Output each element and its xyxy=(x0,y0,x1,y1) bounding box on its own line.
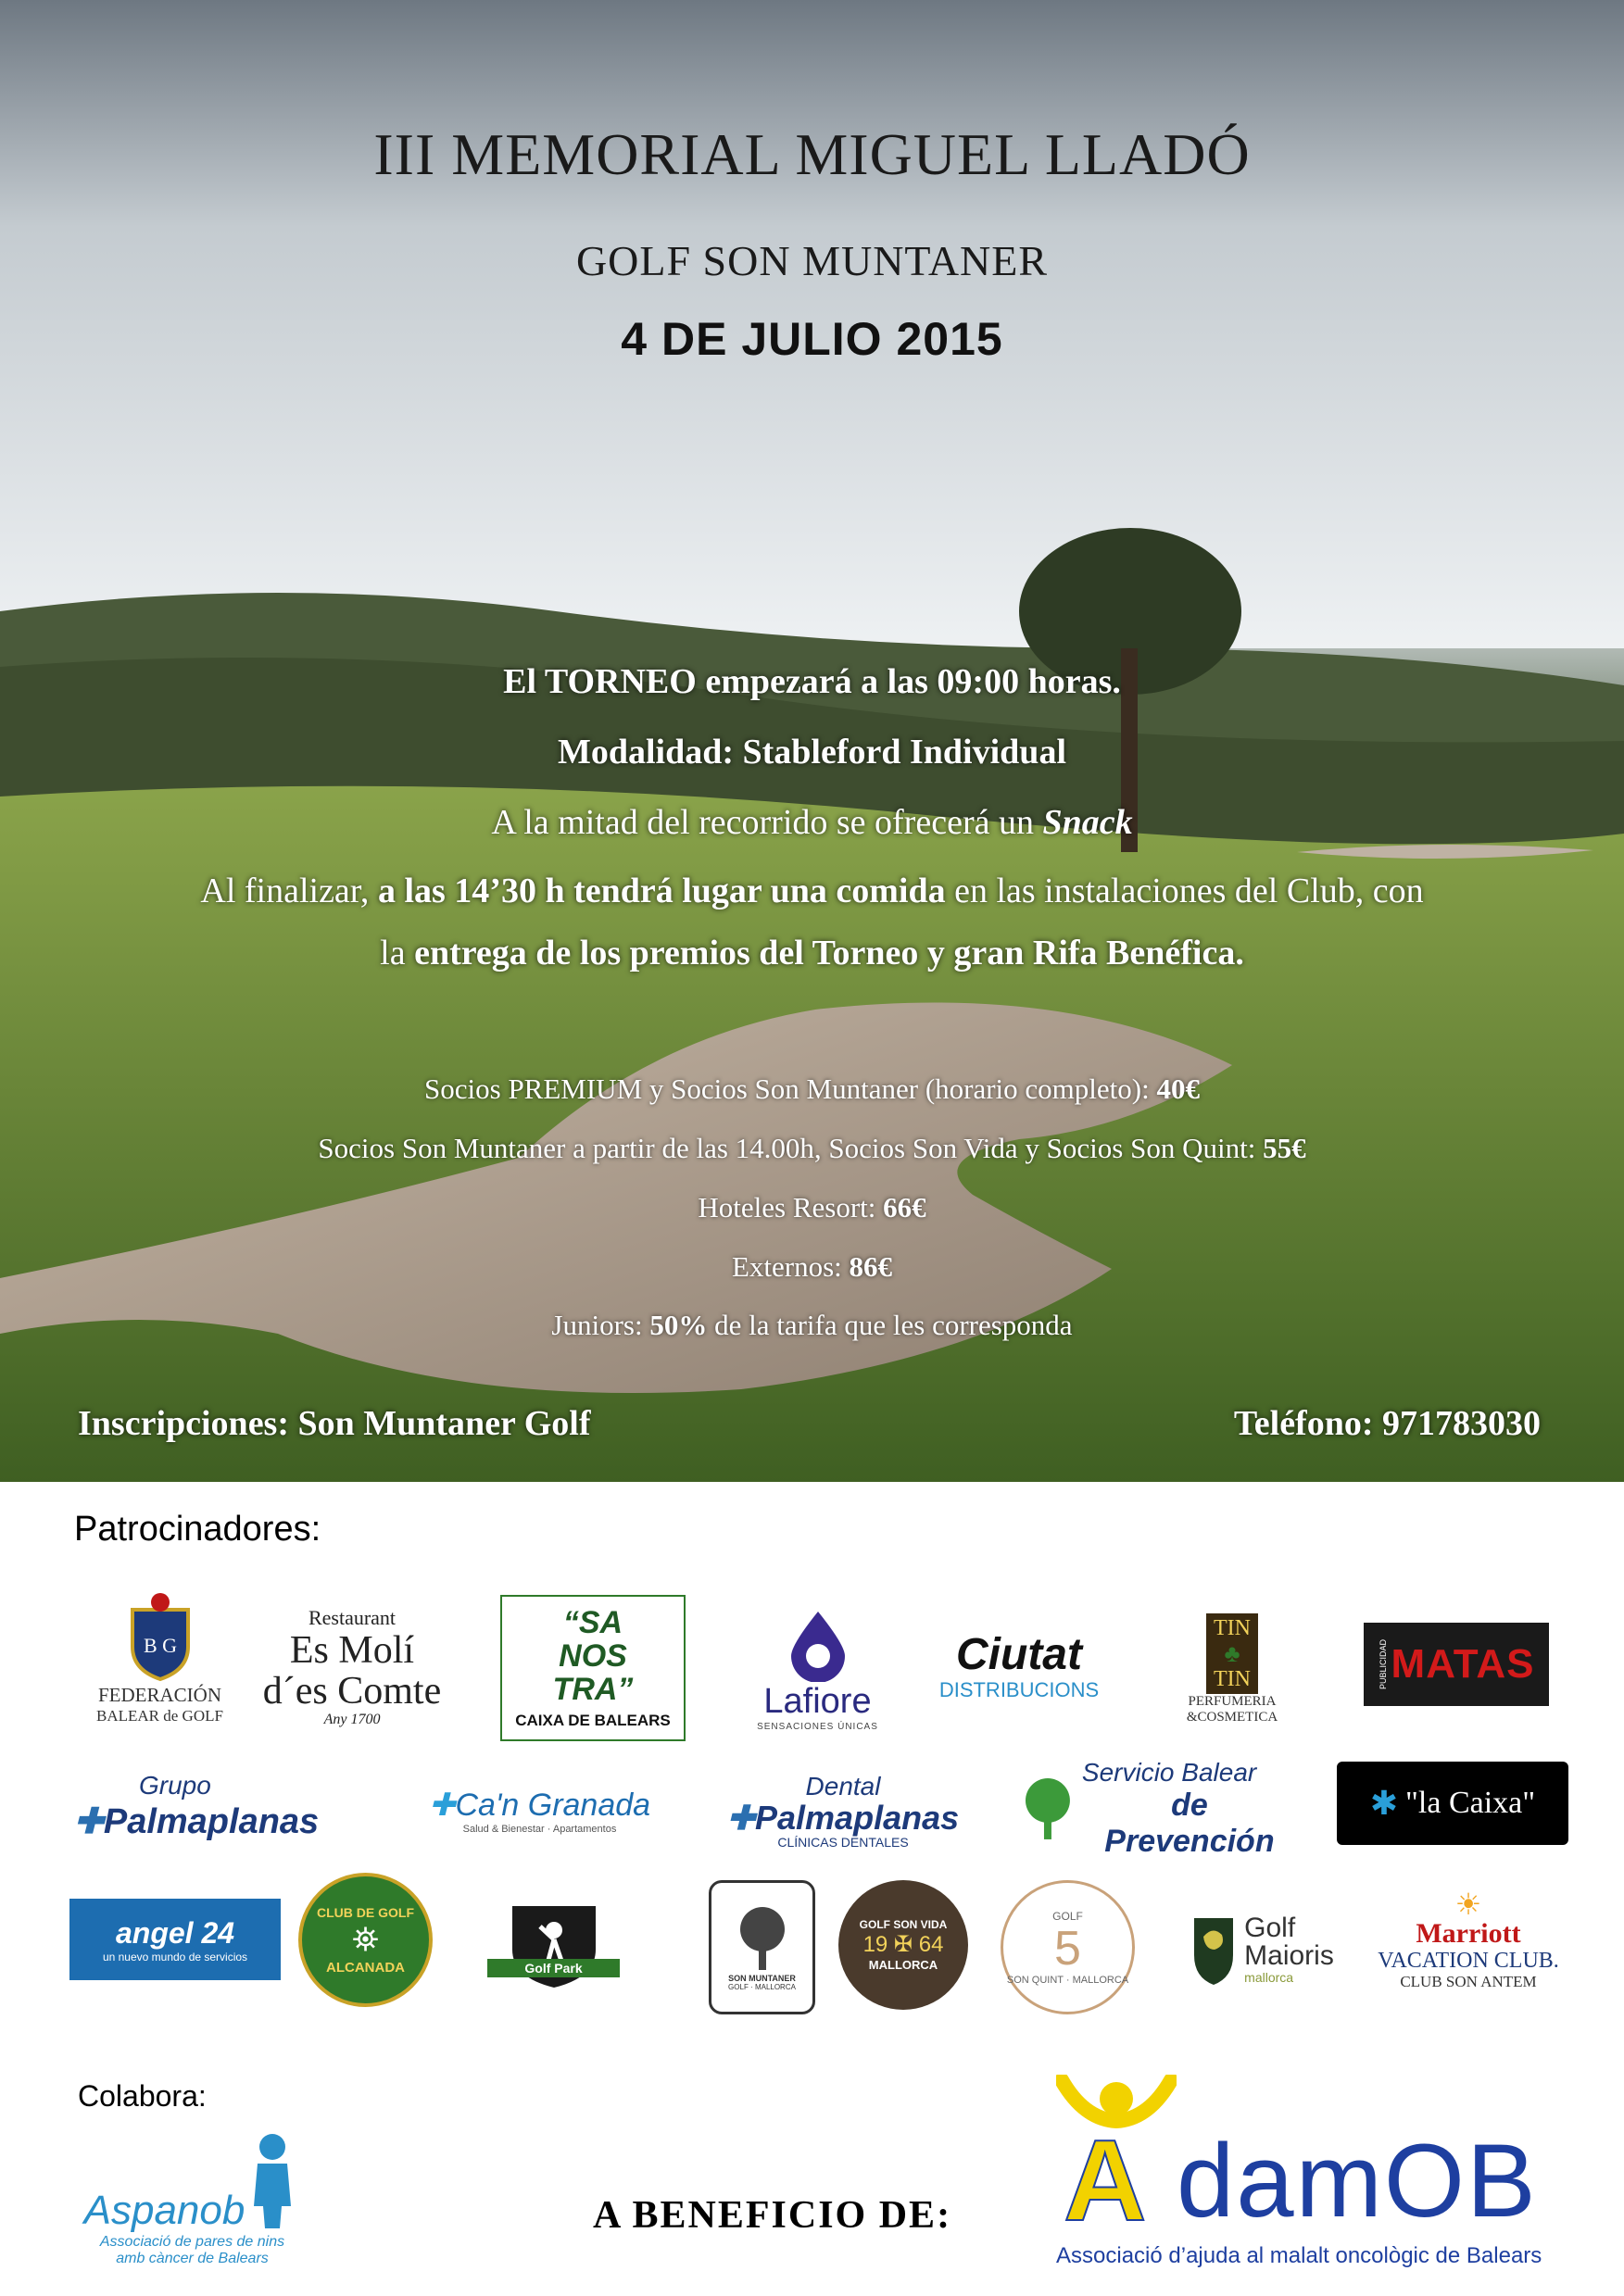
logo-text: NOS xyxy=(559,1638,627,1674)
adamob-figure xyxy=(1056,2075,1177,2245)
la-caixa-logo xyxy=(1337,1762,1568,1845)
price-value: 40€ xyxy=(1156,1073,1200,1105)
logo-text: PUBLICIDAD xyxy=(1378,1638,1388,1689)
matas-logo xyxy=(1364,1623,1549,1706)
tree-icon xyxy=(1019,1776,1076,1841)
logo-text: Ca'n Granada xyxy=(455,1788,651,1823)
logo-text: Aspanob xyxy=(83,2188,245,2233)
logo-text: mallorca xyxy=(1244,1970,1294,1985)
aspanob-mark xyxy=(84,2132,301,2234)
logo-text xyxy=(116,1916,234,1951)
logo-text: 24 xyxy=(201,1915,235,1950)
federacion-balear-golf-logo xyxy=(79,1575,241,1741)
sponsors-heading: Patrocinadores: xyxy=(74,1510,321,1549)
svg-text:B G: B G xyxy=(143,1633,177,1657)
servicio-balear-text xyxy=(1082,1758,1297,1860)
logo-text: “SA xyxy=(562,1605,623,1640)
number-icon: 5 xyxy=(1054,1921,1081,1976)
logo-text: Restaurant xyxy=(308,1606,397,1629)
logo-text: Es Molí xyxy=(289,1629,415,1672)
child-figure-icon xyxy=(245,2132,300,2234)
price-value: 66€ xyxy=(883,1191,926,1223)
logo-text: GOLF · MALLORCA xyxy=(728,1983,796,1991)
son-muntaner-logo xyxy=(709,1880,815,2014)
logo-text: Golf xyxy=(1244,1913,1296,1943)
marriott-vacation-club-logo xyxy=(1366,1880,1570,2001)
logo-text: GOLF xyxy=(1052,1909,1083,1923)
price-label: Externos: xyxy=(731,1250,850,1283)
logo-text: CLUB DE GOLF xyxy=(317,1904,414,1920)
price-value: 50% xyxy=(649,1309,708,1341)
plus-icon: ✚ xyxy=(74,1801,104,1841)
logo-text: damOB xyxy=(1177,2123,1538,2239)
logo-text: &COSMETICA xyxy=(1186,1709,1278,1725)
logo-text: Dental xyxy=(805,1772,881,1800)
modality-text: Modalidad: Stableford Individual xyxy=(557,733,1067,772)
price-label: Juniors: xyxy=(551,1309,650,1341)
price-label: Hoteles Resort: xyxy=(698,1191,884,1223)
logo-text: "la Caixa" xyxy=(1405,1786,1536,1820)
prizes-text xyxy=(56,931,1568,975)
logo-text: A xyxy=(1064,2117,1147,2245)
logo-text: PERFUMERIA xyxy=(1188,1693,1277,1709)
price-row xyxy=(0,1132,1624,1165)
logo-text: ALCANADA xyxy=(326,1959,405,1976)
prizes-text-bold: entrega de los premios del Torneo y gran Rifa Benéfica. xyxy=(414,934,1244,972)
tin-tin-box xyxy=(1206,1613,1258,1694)
logo-text: MATAS xyxy=(1391,1641,1535,1687)
ciutat-distribucions-logo xyxy=(936,1612,1102,1723)
star-icon: ✱ xyxy=(1369,1784,1399,1822)
meal-text-bold: a las 14’30 h tendrá lugar una comida xyxy=(377,872,946,910)
alcanada-golf-logo xyxy=(298,1873,433,2007)
logo-text: MALLORCA xyxy=(868,1958,938,1972)
price-suffix: de la tarifa que les corresponda xyxy=(707,1309,1073,1341)
logo-text: GOLF SON VIDA xyxy=(859,1918,948,1931)
logo-text: TIN xyxy=(1214,1615,1251,1640)
olive-tree-icon xyxy=(730,1903,795,1974)
price-value: 55€ xyxy=(1263,1132,1306,1164)
logo-text: 19 xyxy=(862,1932,888,1957)
logo-text: Associació d’ajuda al malalt oncològic de Balears xyxy=(1056,2243,1542,2268)
golf-son-quint-logo xyxy=(1001,1880,1135,2014)
lighthouse-icon: ⛯ xyxy=(352,1919,379,1958)
logo-text: d´es Comte xyxy=(262,1670,442,1713)
logo-text: CLÍNICAS DENTALES xyxy=(777,1835,909,1850)
golf-maioris-logo xyxy=(1172,1903,1353,1996)
logo-text: CAIXA DE BALEARS xyxy=(515,1712,671,1729)
logo-text: SON QUINT · MALLORCA xyxy=(1006,1974,1129,1986)
meal-text xyxy=(56,869,1568,913)
beneficiary-heading: A BENEFICIO DE: xyxy=(593,2194,952,2237)
logo-text: Marriott xyxy=(1416,1918,1521,1949)
price-label: Socios PREMIUM y Socios Son Muntaner (horario completo): xyxy=(424,1073,1157,1105)
tin-tin-perfumeria-logo xyxy=(1172,1595,1292,1743)
logo-text: Golf Park xyxy=(487,1959,619,1977)
lafiore-logo xyxy=(736,1598,899,1741)
snack-emphasis: Snack xyxy=(1042,803,1133,842)
clover-icon: ♣ xyxy=(1224,1638,1240,1667)
sa-nostra-logo xyxy=(500,1595,686,1741)
price-label: Socios Son Muntaner a partir de las 14.00h, Socios Son Vida y Socios Son Quint: xyxy=(318,1132,1264,1164)
logo-text: Lafiore xyxy=(763,1681,872,1721)
logo-text: de Prevención xyxy=(1104,1787,1275,1859)
logo-text: SENSACIONES ÚNICAS xyxy=(757,1721,878,1732)
logo-text xyxy=(74,1800,319,1842)
es-moli-des-comte-logo xyxy=(255,1593,449,1741)
water-drop-icon xyxy=(786,1608,850,1682)
logo-text: amb càncer de Balears xyxy=(116,2251,269,2266)
logo-text: FEDERACIÓN xyxy=(97,1683,221,1706)
logo-text: Any 1700 xyxy=(323,1712,381,1727)
price-row xyxy=(0,1250,1624,1284)
logo-text: 19 ✠ 64 xyxy=(862,1932,944,1957)
page-title: III MEMORIAL MIGUEL LLADÓ xyxy=(373,121,1251,187)
logo-text: Palmaplanas xyxy=(103,1801,320,1841)
sun-icon: ☀ xyxy=(1454,1888,1482,1921)
price-row xyxy=(0,1073,1624,1106)
logo-text: Ciutat xyxy=(956,1630,1082,1679)
colabora-heading: Colabora: xyxy=(78,2079,207,2113)
golf-son-vida-logo xyxy=(838,1880,968,2010)
event-date: 4 DE JULIO 2015 xyxy=(621,313,1003,365)
logo-text: Grupo xyxy=(139,1770,211,1800)
logo-text: Palmaplanas xyxy=(755,1799,960,1837)
snack-text-pre: A la mitad del recorrido se ofrecerá un xyxy=(491,803,1043,842)
page-subtitle: GOLF SON MUNTANER xyxy=(575,237,1049,284)
logo-text: Servicio Balear xyxy=(1081,1757,1257,1787)
golf-park-logo xyxy=(445,1894,662,1996)
logo-text: BALEAR de GOLF xyxy=(96,1706,223,1725)
dental-palmaplanas-logo xyxy=(713,1769,973,1852)
can-granada-logo xyxy=(417,1774,662,1848)
logo-text: TIN xyxy=(1214,1666,1251,1691)
price-row xyxy=(0,1309,1624,1342)
price-row xyxy=(0,1191,1624,1224)
logo-text: un nuevo mundo de servicios xyxy=(102,1950,248,1964)
adamob-wordmark xyxy=(1056,2075,1538,2245)
logo-text: Associació de pares de nins xyxy=(99,2234,285,2250)
snack-text xyxy=(56,800,1568,845)
logo-text: angel xyxy=(115,1915,194,1950)
registration-text: Inscripciones: Son Muntaner Golf xyxy=(78,1404,591,1443)
crest-icon xyxy=(123,1591,197,1684)
angel24-logo xyxy=(69,1899,281,1980)
adamob-logo xyxy=(1056,2065,1575,2278)
logo-text: CLUB SON ANTEM xyxy=(1400,1973,1537,1990)
grupo-palmaplanas-logo xyxy=(74,1769,366,1843)
logo-text: DISTRIBUCIONS xyxy=(938,1678,1100,1701)
logo-text: SON MUNTANER xyxy=(728,1974,796,1983)
logo-text: TRA” xyxy=(552,1672,634,1707)
golfer-shield-icon xyxy=(503,1899,605,1991)
island-badge-icon xyxy=(1190,1913,1237,1987)
plus-icon: ✚ xyxy=(726,1799,756,1837)
logo-text: 64 xyxy=(918,1932,944,1957)
logo-text xyxy=(429,1787,650,1824)
logo-text: Salud & Bienestar · Apartamentos xyxy=(462,1824,617,1835)
plus-icon: ✚ xyxy=(428,1788,456,1823)
tournament-start-text: El TORNEO empezará a las 09:00 horas. xyxy=(503,662,1121,701)
phone-text: Teléfono: 971783030 xyxy=(1233,1404,1541,1443)
meal-text-post: en las instalaciones del Club, con xyxy=(945,872,1424,910)
logo-text xyxy=(727,1801,959,1835)
logo-text: VACATION CLUB. xyxy=(1378,1949,1559,1973)
meal-text-pre: Al finalizar, xyxy=(200,872,378,910)
price-value: 86€ xyxy=(849,1250,893,1283)
logo-text: Maioris xyxy=(1244,1940,1334,1971)
aspanob-logo xyxy=(65,2126,320,2274)
prizes-text-pre: la xyxy=(380,934,415,972)
golf-maioris-text xyxy=(1244,1914,1334,1985)
servicio-balear-prevencion-logo xyxy=(1019,1757,1297,1859)
